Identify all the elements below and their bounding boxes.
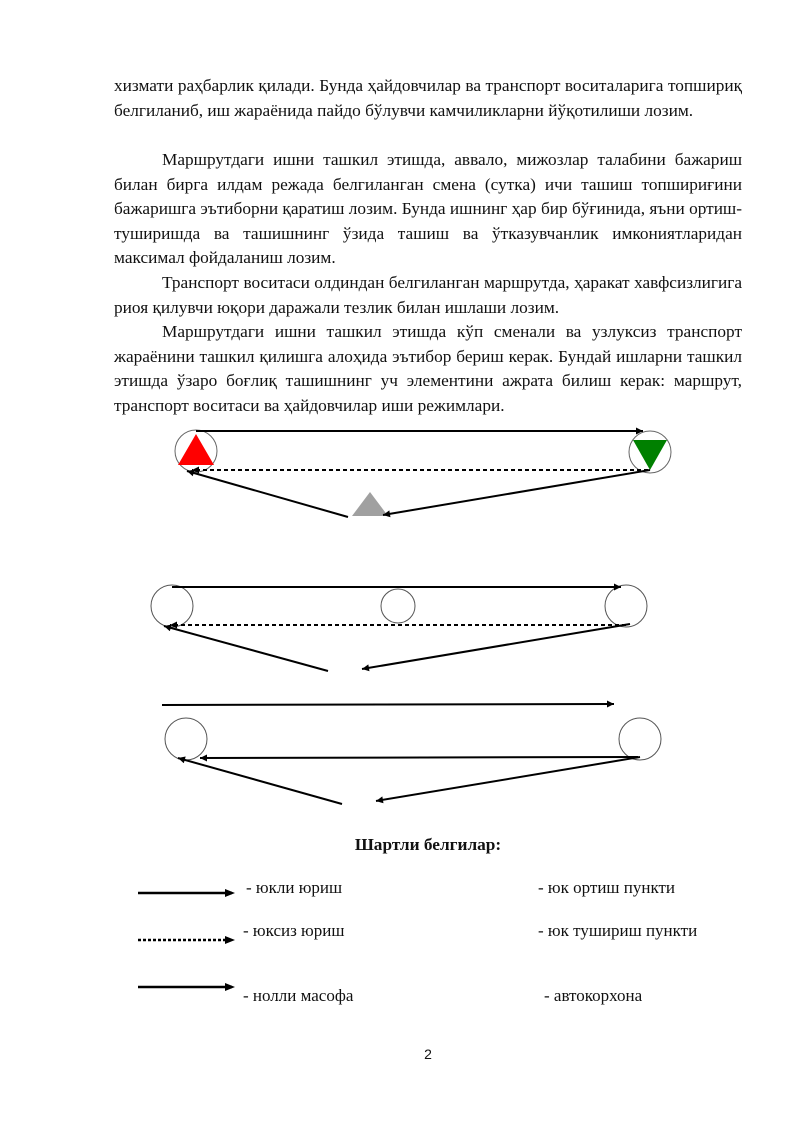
- legend-depot: - автокорхона: [544, 986, 643, 1005]
- zero-distance-arrow-out: [187, 471, 348, 517]
- legend-title: Шартли белгилар:: [354, 835, 502, 854]
- legend-empty-run: - юксиз юриш: [243, 921, 345, 940]
- zero-distance-legend-icon: [136, 979, 236, 995]
- zero-distance-arrow-out: [178, 758, 342, 804]
- empty-run-legend-icon: [136, 932, 236, 948]
- loaded-run-arrow: [162, 704, 614, 705]
- route-point-circle: [605, 585, 647, 627]
- loaded-run-legend-icon: [136, 884, 236, 900]
- page-number: 2: [424, 1046, 432, 1062]
- zero-distance-arrow-in: [362, 624, 630, 669]
- legend-loading-point: - юк ортиш пункти: [538, 878, 676, 897]
- zero-distance-arrow-in: [376, 757, 640, 801]
- legend-loaded-run: - юкли юриш: [246, 878, 343, 897]
- paragraph-4: Маршрутдаги ишни ташкил этишда кўп сменали ва узлуксиз транспорт жараёнини ташкил қилишга алоҳида эътибор бериш керак. Бундай ишларни ташкил этишда ўзаро боғлиқ ташишнинг уч элементини ажрата билиш керак: маршрут, транспорт воситаси ва ҳайдовчилар иши режимлари.: [114, 322, 742, 415]
- legend-unloading-point: - юк тушириш пункти: [538, 921, 698, 940]
- legend-zero-distance: - нолли масофа: [243, 986, 354, 1005]
- route-diagram-1: [175, 430, 671, 517]
- zero-distance-arrow-in: [383, 470, 650, 515]
- zero-distance-arrow-out: [164, 626, 328, 671]
- loading-point-triangle: [178, 434, 214, 465]
- route-diagram-2: [151, 585, 647, 671]
- route-point-circle: [151, 585, 193, 627]
- paragraph-2: Маршрутдаги ишни ташкил этишда, аввало, мижозлар талабини бажариш билан бирга илдам режада белгиланган смена (сутка) ичи ташиш топшириғини бажаришга эътиборни қаратиш лозим. Бунда ишнинг ҳар бир бўғинида, яъни ортиш-туширишда ва ташишнинг ўзида ташиш ва ўтказувчанлик имкониятларидан максимал фойдаланиш лозим.: [114, 150, 742, 268]
- route-point-circle: [165, 718, 207, 760]
- route-point-circle: [619, 718, 661, 760]
- loaded-run-arrow-return: [200, 757, 638, 758]
- depot-triangle: [352, 492, 388, 516]
- paragraph-1: хизмати раҳбарлик қилади. Бунда ҳайдовчилар ва транспорт воситаларига топшириқ белгиланиб, иш жараёнида пайдо бўлувчи камчиликларни йўқотилиши лозим.: [114, 76, 742, 120]
- route-diagrams: [0, 425, 800, 825]
- paragraph-3: Транспорт воситаси олдиндан белгиланган маршрутда, ҳаракат хавфсизлигига риоя қилувчи юқори даражали тезлик билан ишлаши лозим.: [114, 273, 742, 317]
- unloading-point-triangle: [633, 440, 667, 470]
- route-point-circle: [381, 589, 415, 623]
- route-diagram-3: [162, 704, 661, 804]
